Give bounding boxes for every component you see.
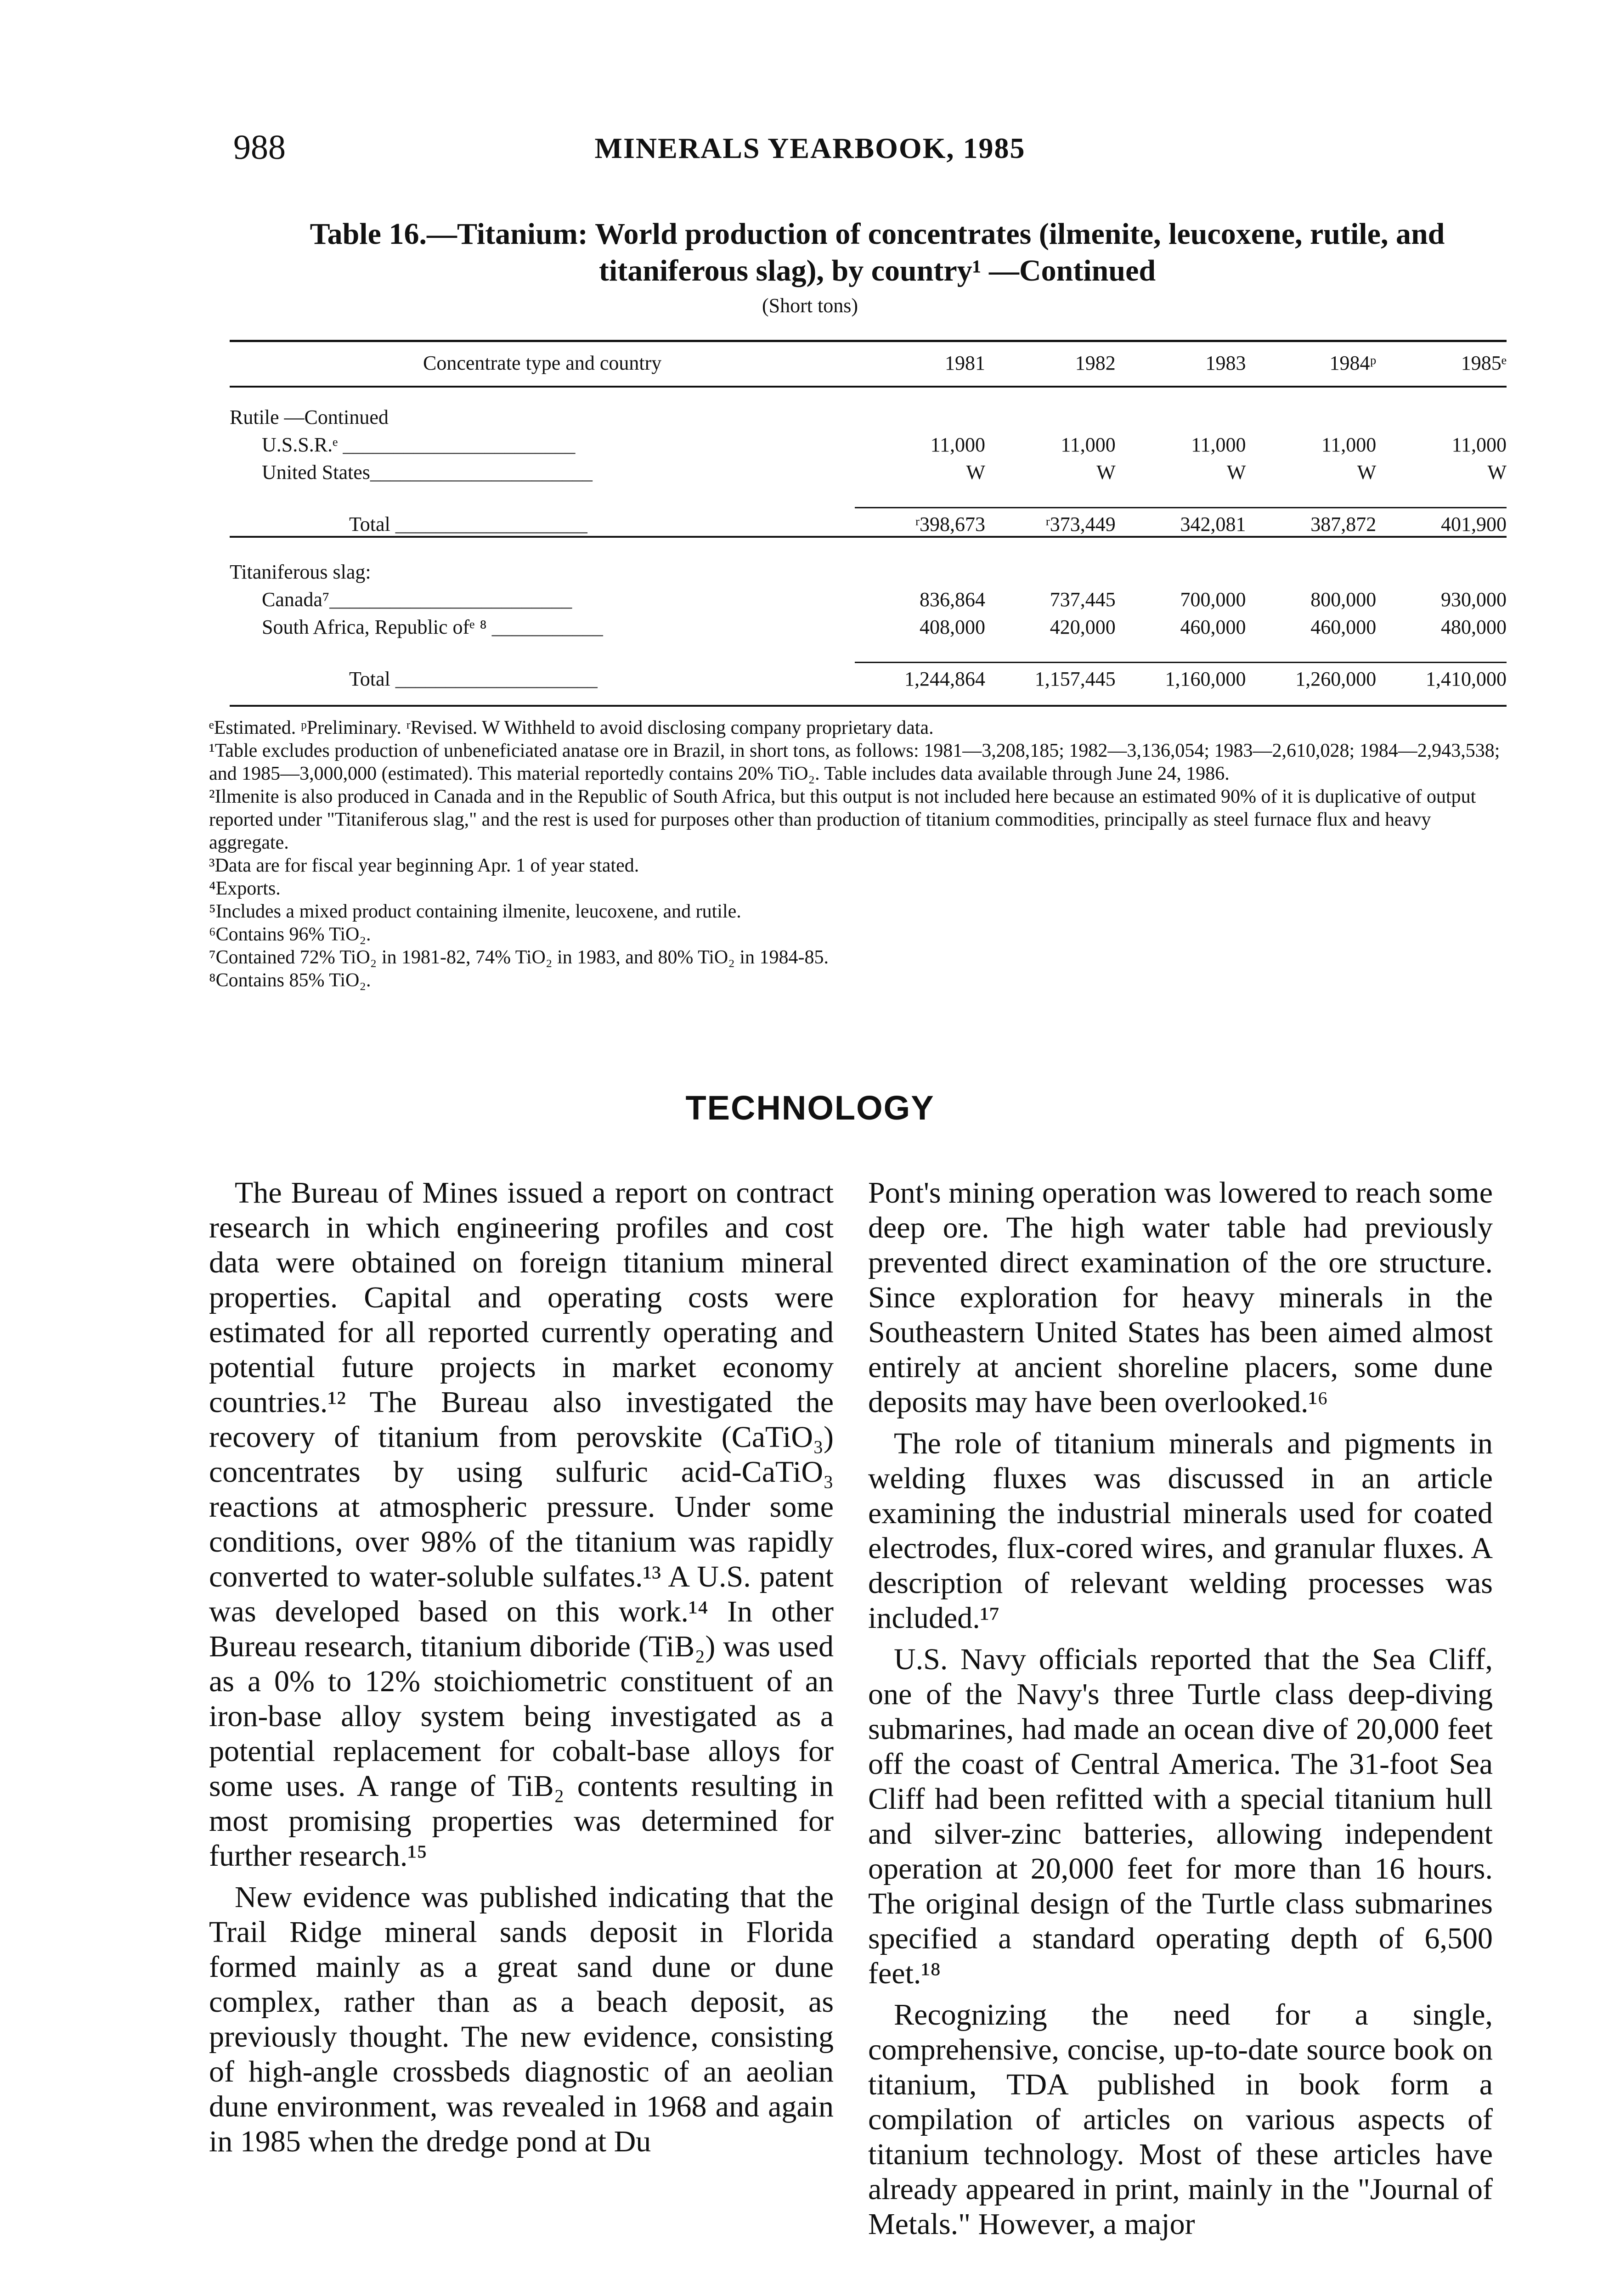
table-cell: 480,000 [1441, 616, 1507, 638]
footnote: ¹Table excludes production of unbeneficiated anatase ore in Brazil, in short tons, as follows: 1981—3,208,185; 1982—3,136,054; 1983—2,610,028; 1984—2,943,538; and 1985—3,000,000 (estimated). This material reportedly contains 20% TiO₂. Table includes data available through June 24, 1986. [209, 740, 1500, 784]
table-cell: ʳ373,449 [985, 508, 1116, 537]
body-paragraph: Pont's mining operation was lowered to reach some deep ore. The high water table had previously prevented direct examination of the ore structure. Since exploration for heavy minerals in the Southeastern United States has been aimed almost entirely at ancient shoreline placers, some dune deposits may have been overlooked.¹⁶ [868, 1176, 1493, 1419]
footnote: ⁵Includes a mixed product containing ilmenite, leucoxene, and rutile. [209, 901, 741, 922]
table-cell: 1,410,000 [1376, 663, 1507, 691]
table-row [230, 584, 1507, 611]
row-label: Titaniferous slag: [230, 537, 1507, 584]
table-cell: 737,445 [1050, 588, 1116, 611]
table-row [230, 611, 1507, 639]
table-section-row [230, 387, 1507, 429]
row-label-text: Canada⁷ [262, 588, 330, 611]
table-total-row [230, 508, 1507, 537]
table-cell: W [966, 461, 986, 484]
table-cell: 408,000 [920, 616, 986, 638]
footnote: ⁸Contains 85% TiO₂. [209, 970, 371, 991]
row-label-text: Total [349, 668, 390, 690]
footnote: ³Data are for fiscal year beginning Apr. 1 of year stated. [209, 855, 639, 876]
table-cell: 1,157,445 [985, 663, 1116, 691]
row-label: United States______________________ [262, 461, 593, 484]
table-cell: 460,000 [1310, 616, 1377, 638]
row-label: Rutile —Continued [230, 406, 389, 428]
table-cell: 11,000 [1191, 433, 1246, 456]
row-label: Total ___________________ [349, 513, 587, 535]
column-header: 1985ᵉ [1376, 340, 1507, 387]
table-cell: 11,000 [1321, 433, 1377, 456]
body-column-left [209, 1176, 834, 2166]
column-header: 1983 [1116, 340, 1246, 387]
footnote: ⁷Contained 72% TiO₂ in 1981-82, 74% TiO₂ in 1983, and 80% TiO₂ in 1984-85. [209, 947, 829, 968]
table-cell: 342,081 [1116, 508, 1246, 537]
table-cell: W [1096, 461, 1116, 484]
row-label-text: South Africa, Republic ofᵉ ⁸ [262, 616, 487, 638]
table-cell: W [1226, 461, 1246, 484]
body-paragraph: New evidence was published indicating that the Trail Ridge mineral sands deposit in Florida formed mainly as a great sand dune or dune complex, rather than as a beach deposit, as previously thought. The new evidence, consisting of high-angle crossbeds diagnostic of an aeolian dune environment, was revealed in 1968 and again in 1985 when the dredge pond at Du [209, 1880, 834, 2158]
table-row [230, 429, 1507, 456]
table-section-row [230, 537, 1507, 584]
table-cell: 1,260,000 [1246, 663, 1376, 691]
body-paragraph: The role of titanium minerals and pigments in welding fluxes was discussed in an article examining the industrial minerals used for coated electrodes, flux-cored wires, and granular fluxes. A description of relevant welding processes was included.¹⁷ [868, 1427, 1493, 1635]
table-cell: W [1487, 461, 1507, 484]
row-label-text: United States [262, 461, 370, 484]
table-row [230, 456, 1507, 484]
table-units: (Short tons) [762, 294, 858, 317]
table-cell: 800,000 [1310, 588, 1377, 611]
footnote: ⁴Exports. [209, 878, 281, 899]
section-heading: TECHNOLOGY [685, 1089, 935, 1127]
table-header-row [230, 340, 1507, 387]
row-label: U.S.S.R.ᵉ _______________________ [262, 433, 576, 456]
body-paragraph: The Bureau of Mines issued a report on contract research in which engineering profiles and cost data were obtained on foreign titanium mineral properties. Capital and operating costs were estimated for all reported currently operating and potential future projects in market economy countries.¹² The Bureau also investigated the recovery of titanium from perovskite (CaTiO₃) concentrates by using sulfuric acid-CaTiO₃ reactions at atmospheric pressure. Under some conditions, over 98% of the titanium was rapidly converted to water-soluble sulfates.¹³ A U.S. patent was developed based on this work.¹⁴ In other Bureau research, titanium diboride (TiB₂) was used as a 0% to 12% stoichiometric constituent of an iron-base alloy system being investigated as a potential replacement for cobalt-base alloys for some uses. A range of TiB₂ contents resulting in most promising properties was determined for further research.¹⁵ [209, 1176, 834, 1873]
table-cell: 460,000 [1180, 616, 1246, 638]
body-paragraph: Recognizing the need for a single, comprehensive, concise, up-to-date source book on titanium, TDA published in book form a compilation of articles on various aspects of titanium technology. Most of these articles have already appeared in print, mainly in the "Journal of Metals." However, a major [868, 1998, 1493, 2241]
row-label-text: Total [349, 513, 390, 535]
table-title: Table 16.—Titanium: World production of concentrates (ilmenite, leucoxene, rutile, and titaniferous slag), by country¹ —Continued [310, 217, 1445, 287]
table-cell: 11,000 [1451, 433, 1507, 456]
table-cell: 700,000 [1180, 588, 1246, 611]
table-footnotes [209, 716, 1513, 992]
row-label: Canada⁷________________________ [262, 588, 572, 611]
column-header: 1982 [985, 340, 1116, 387]
column-header: 1984ᵖ [1246, 340, 1376, 387]
table-cell: 1,160,000 [1116, 663, 1246, 691]
table-cell: 387,872 [1246, 508, 1376, 537]
footnote: ᵉEstimated. ᵖPreliminary. ʳRevised. W Withheld to avoid disclosing company proprietary data. [209, 717, 934, 738]
column-header: Concentrate type and country [230, 340, 855, 387]
production-table [230, 340, 1507, 691]
row-label: South Africa, Republic ofᵉ ⁸ ___________ [262, 616, 603, 638]
row-label: Total ____________________ [349, 668, 598, 690]
footnote: ²Ilmenite is also produced in Canada and in the Republic of South Africa, but this output is not included here because an estimated 90% of it is duplicative of output reported under "Titaniferous slag," and the rest is used for purposes other than production of titanium commodities, principally as steel furnace flux and heavy aggregate. [209, 786, 1476, 853]
table-bottom-rule [230, 705, 1507, 707]
table-cell: 11,000 [930, 433, 986, 456]
running-head: MINERALS YEARBOOK, 1985 [594, 132, 1026, 164]
table-cell: ʳ398,673 [855, 508, 985, 537]
body-paragraph: U.S. Navy officials reported that the Sea Cliff, one of the Navy's three Turtle class deep-diving submarines, had made an ocean dive of 20,000 feet off the coast of Central America. The 31-foot Sea Cliff had been refitted with a special titanium hull and silver-zinc batteries, allowing independent operation at 20,000 feet for more than 16 hours. The original design of the Turtle class submarines specified a standard operating depth of 6,500 feet.¹⁸ [868, 1643, 1493, 1990]
table-cell: 401,900 [1376, 508, 1507, 537]
table-cell: 11,000 [1061, 433, 1116, 456]
page-number: 988 [233, 128, 286, 167]
footnote: ⁶Contains 96% TiO₂. [209, 924, 371, 945]
table-cell: 1,244,864 [855, 663, 985, 691]
column-header: 1981 [855, 340, 985, 387]
table-cell: W [1357, 461, 1377, 484]
row-label-text: U.S.S.R.ᵉ [262, 433, 338, 456]
table-cell: 836,864 [920, 588, 986, 611]
table-cell: 930,000 [1441, 588, 1507, 611]
table-total-row [230, 663, 1507, 691]
table-cell: 420,000 [1050, 616, 1116, 638]
body-column-right [868, 1176, 1493, 2248]
